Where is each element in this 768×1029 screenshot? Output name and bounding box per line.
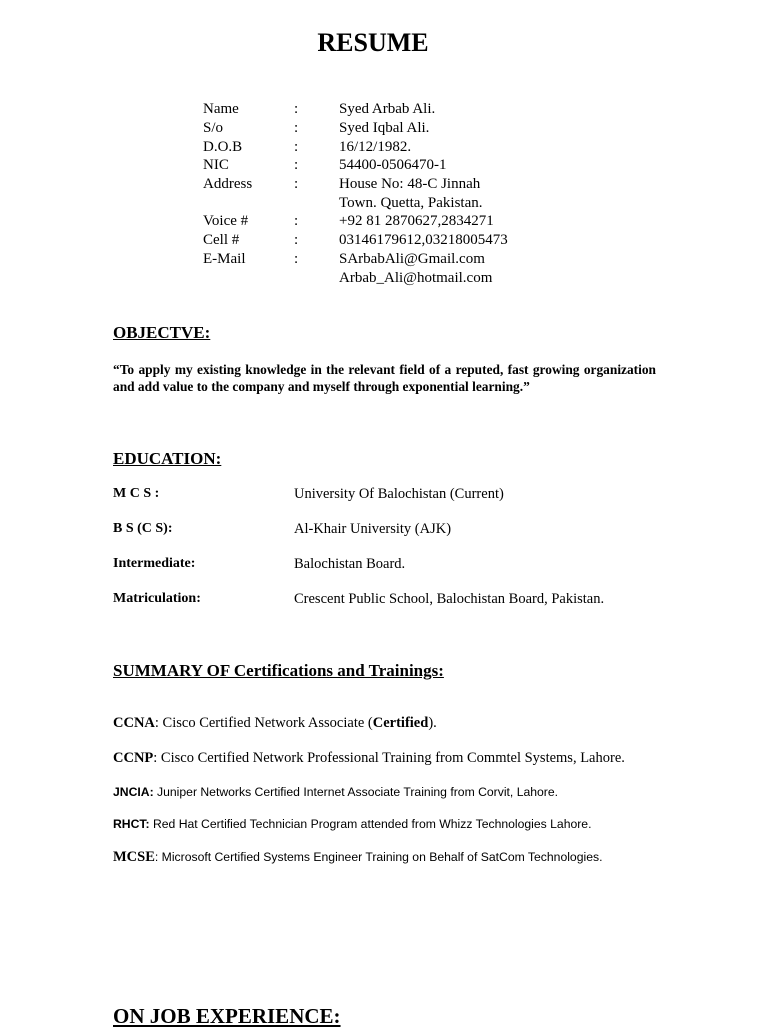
address-value-line2: Town. Quetta, Pakistan. (339, 195, 483, 211)
nic-colon: : (294, 157, 299, 173)
email-label: E-Mail (203, 251, 246, 267)
name-colon: : (294, 101, 299, 117)
edu-label-intermediate: Intermediate: (113, 556, 196, 571)
address-label: Address (203, 176, 253, 192)
dob-value: 16/12/1982. (339, 139, 412, 155)
nic-value: 54400-0506470-1 (339, 157, 447, 173)
address-value-line1: House No: 48-C Jinnah (339, 176, 481, 192)
edu-label-matriculation: Matriculation: (113, 591, 201, 606)
cert-ccna-status: Certified (372, 715, 429, 731)
page-title: RESUME (317, 28, 429, 57)
edu-value-mcs: University Of Balochistan (Current) (294, 486, 504, 502)
cert-jncia-text: Juniper Networks Certified Internet Associate Training from Corvit, Lahore. (153, 785, 559, 799)
cert-ccna (113, 715, 437, 732)
cert-ccnp (113, 750, 625, 767)
cert-ccna-end: ). (428, 715, 437, 731)
objective-heading: OBJECTVE: (113, 323, 211, 342)
edu-label-mcs: M C S : (113, 486, 160, 501)
email-value-line2: Arbab_Ali@hotmail.com (339, 270, 493, 286)
cert-rhct (113, 817, 591, 831)
cell-label: Cell # (203, 232, 240, 248)
cert-mcse-code: MCSE (113, 849, 155, 865)
experience-heading: ON JOB EXPERIENCE: (113, 1004, 341, 1028)
email-colon: : (294, 251, 299, 267)
name-label: Name (203, 101, 239, 117)
edu-value-bscs: Al-Khair University (AJK) (294, 521, 452, 537)
cert-ccna-text: : Cisco Certified Network Associate ( (154, 715, 373, 731)
edu-label-bscs: B S (C S): (113, 521, 173, 536)
voice-value: +92 81 2870627,2834271 (339, 213, 494, 229)
certifications-heading: SUMMARY OF Certifications and Trainings: (113, 661, 444, 680)
objective-text: “To apply my existing knowledge in the relevant field of a reputed, fast growing organization and add value to the company and myself through exponential learning.” (113, 362, 656, 395)
cert-ccna-code: CCNA (113, 715, 155, 731)
cert-rhct-text: Red Hat Certified Technician Program attended from Whizz Technologies Lahore. (149, 817, 592, 831)
cell-colon: : (294, 232, 299, 248)
cert-mcse (113, 849, 602, 866)
cell-value: 03146179612,03218005473 (339, 232, 508, 248)
voice-colon: : (294, 213, 299, 229)
cert-jncia (113, 785, 558, 799)
voice-label: Voice # (203, 213, 249, 229)
cert-ccnp-code: CCNP (113, 750, 154, 766)
dob-label: D.O.B (203, 139, 243, 155)
dob-colon: : (294, 139, 299, 155)
name-value: Syed Arbab Ali. (339, 101, 436, 117)
so-colon: : (294, 120, 299, 136)
cert-jncia-code: JNCIA: (113, 785, 154, 799)
education-heading: EDUCATION: (113, 449, 222, 468)
edu-value-intermediate: Balochistan Board. (294, 556, 406, 572)
so-label: S/o (203, 120, 224, 136)
cert-mcse-text: : Microsoft Certified Systems Engineer Training on Behalf of SatCom Technologies. (154, 850, 603, 864)
cert-ccnp-text: : Cisco Certified Network Professional Training from Commtel Systems, Lahore. (153, 750, 625, 766)
email-value-line1: SArbabAli@Gmail.com (339, 251, 485, 267)
nic-label: NIC (203, 157, 229, 173)
cert-rhct-code: RHCT: (113, 817, 150, 831)
address-colon: : (294, 176, 299, 192)
so-value: Syed Iqbal Ali. (339, 120, 430, 136)
edu-value-matriculation: Crescent Public School, Balochistan Board, Pakistan. (294, 591, 605, 607)
